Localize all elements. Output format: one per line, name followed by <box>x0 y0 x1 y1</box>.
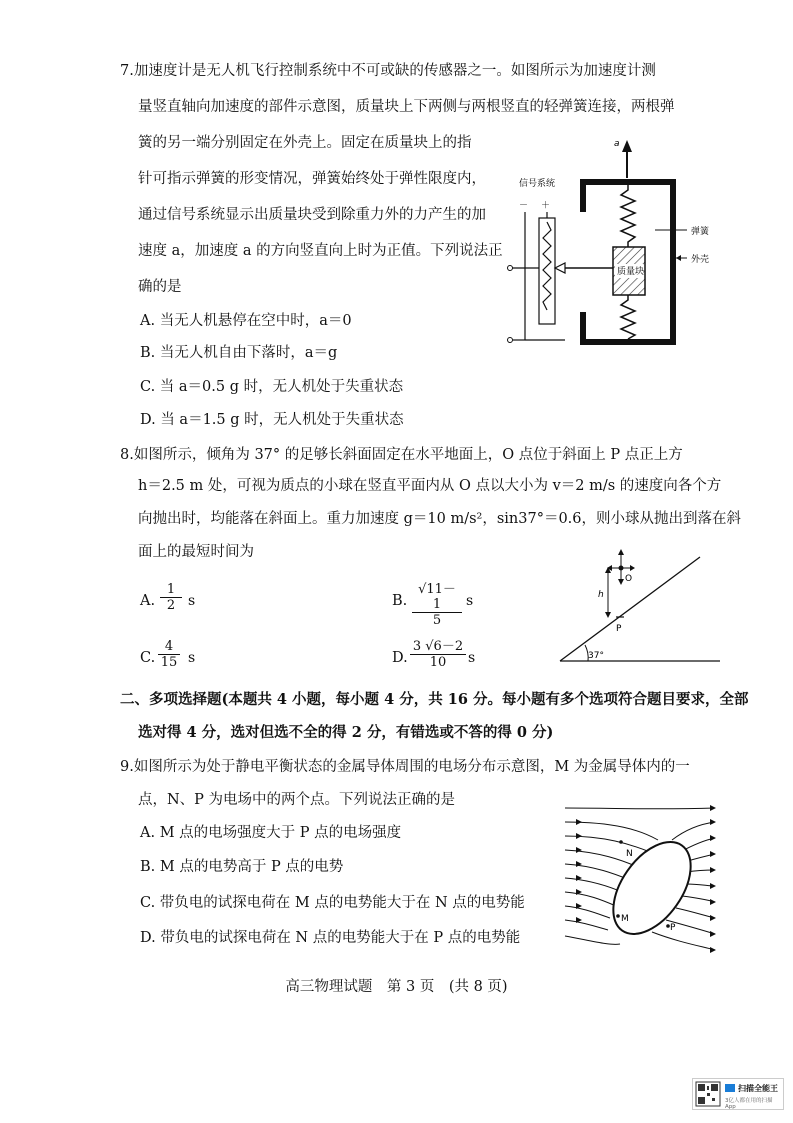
q7-option-a: A. 当无人机悬停在空中时，a＝0 <box>140 313 352 329</box>
q8-line-3: 向抛出时，均能落在斜面上。重力加速度 g＝10 m/s²，sin37°＝0.6，则小球从抛出到落在斜 <box>138 511 742 527</box>
q8-option-a-fraction <box>160 582 182 613</box>
q8-option-c-num: 4 <box>158 639 180 655</box>
q8-angle-label: 37° <box>588 651 604 661</box>
q7-line-2: 量竖直轴向加速度的部件示意图，质量块上下两侧与两根竖直的轻弹簧连接，两根弹 <box>138 99 675 115</box>
q8-option-b-num: √11－1 <box>412 582 462 613</box>
q8-option-a-unit: s <box>188 593 196 609</box>
q9-P-label: P <box>670 923 676 933</box>
q8-option-d-unit: s <box>468 650 476 666</box>
camscanner-logo-icon <box>725 1084 735 1092</box>
q8-line-1: 8.如图所示，倾角为 37° 的足够长斜面固定在水平地面上，O 点位于斜面上 P 点正上方 <box>120 447 683 463</box>
section2-line-1: 二、多项选择题(本题共 4 小题，每小题 4 分，共 16 分。每小题有多个选项符合题目要求，全部 <box>120 691 749 708</box>
q7-fig-signal-label: 信号系统 <box>519 179 556 189</box>
q8-option-d-fraction <box>410 639 466 670</box>
q7-fig-spring-label: 弹簧 <box>691 227 710 237</box>
q7-spring-bottom <box>621 295 635 339</box>
q7-option-c: C. 当 a＝0.5 g 时，无人机处于失重状态 <box>140 379 404 395</box>
camscanner-subtitle: 3亿人都在用的扫描App <box>725 1098 773 1110</box>
q9-point-M <box>616 914 620 918</box>
q7-fig-shell-label: 外壳 <box>691 255 710 265</box>
q7-accelerometer-figure <box>505 130 720 350</box>
q7-line-4: 针可指示弹簧的形变情况，弹簧始终处于弹性限度内， <box>138 171 486 187</box>
q8-line-2: h＝2.5 m 处，可视为质点的小球在竖直平面内从 O 点以大小为 v＝2 m/s 的速度向各个方 <box>138 478 722 494</box>
q8-O-label: O <box>625 574 633 584</box>
section2-line-2: 选对得 4 分，选对但选不全的得 2 分，有错选或不答的得 0 分) <box>138 724 554 741</box>
q8-option-c-letter: C. <box>140 650 156 666</box>
q8-option-d-den: 10 <box>429 655 447 670</box>
qr-code-icon <box>696 1082 720 1106</box>
q9-option-a: A. M 点的电场强度大于 P 点的电场强度 <box>140 825 402 841</box>
q9-point-N <box>619 840 623 844</box>
q8-P-label: P <box>616 624 622 634</box>
q8-option-d-num: 3 √6－2 <box>410 639 466 655</box>
q9-option-d: D. 带负电的试探电荷在 N 点的电势能大于在 P 点的电势能 <box>140 930 521 946</box>
q8-option-d-letter: D. <box>392 650 408 666</box>
q8-option-a-num: 1 <box>160 582 182 598</box>
q7-fig-plus: ＋ <box>541 201 551 211</box>
q9-option-c: C. 带负电的试探电荷在 M 点的电势能大于在 N 点的电势能 <box>140 895 525 911</box>
q9-option-b: B. M 点的电势高于 P 点的电势 <box>140 859 344 875</box>
q8-option-b-unit: s <box>466 593 474 609</box>
q9-conductor <box>598 828 707 948</box>
q8-option-c-fraction <box>158 639 180 670</box>
q7-line-5: 通过信号系统显示出质量块受到除重力外的力产生的加 <box>138 207 486 223</box>
q9-M-label: M <box>621 914 629 924</box>
camscanner-watermark <box>692 1078 784 1110</box>
q8-option-b-fraction <box>412 582 462 628</box>
q9-line-1: 9.如图所示为处于静电平衡状态的金属导体周围的电场分布示意图，M 为金属导体内的一 <box>120 759 690 775</box>
q8-option-a-den: 2 <box>166 598 176 613</box>
camscanner-title: 扫描全能王 <box>738 1084 778 1093</box>
q8-line-4: 面上的最短时间为 <box>138 544 254 560</box>
q8-option-b-den: 5 <box>432 613 442 628</box>
q7-fig-minus: － <box>519 201 529 211</box>
q8-option-b-letter: B. <box>392 593 408 609</box>
q8-h-label: h <box>598 590 604 600</box>
q8-slope <box>560 557 700 661</box>
q7-line-1: 7.加速度计是无人机飞行控制系统中不可或缺的传感器之一。如图所示为加速度计测 <box>120 63 656 79</box>
q7-option-b: B. 当无人机自由下落时，a＝g <box>140 345 338 361</box>
q7-line-7: 确的是 <box>138 279 182 295</box>
q9-field-figure <box>560 800 720 960</box>
q7-line-3: 簧的另一端分别固定在外壳上。固定在质量块上的指 <box>138 135 472 151</box>
q8-incline-figure <box>558 545 723 670</box>
q9-line-2: 点，N、P 为电场中的两个点。下列说法正确的是 <box>138 792 456 808</box>
q8-option-c-unit: s <box>188 650 196 666</box>
q7-option-d: D. 当 a＝1.5 g 时，无人机处于失重状态 <box>140 412 404 428</box>
q8-option-c-den: 15 <box>160 655 178 670</box>
q7-fig-mass-label: 质量块 <box>617 267 645 277</box>
q7-spring-top <box>621 185 635 247</box>
page-footer: 高三物理试题 第 3 页 (共 8 页) <box>285 979 508 995</box>
q8-option-a-letter: A. <box>140 593 156 609</box>
q7-fig-a-label: a <box>614 139 620 149</box>
q9-N-label: N <box>626 849 633 859</box>
q7-line-6: 速度 a，加速度 a 的方向竖直向上时为正值。下列说法正 <box>138 243 503 259</box>
